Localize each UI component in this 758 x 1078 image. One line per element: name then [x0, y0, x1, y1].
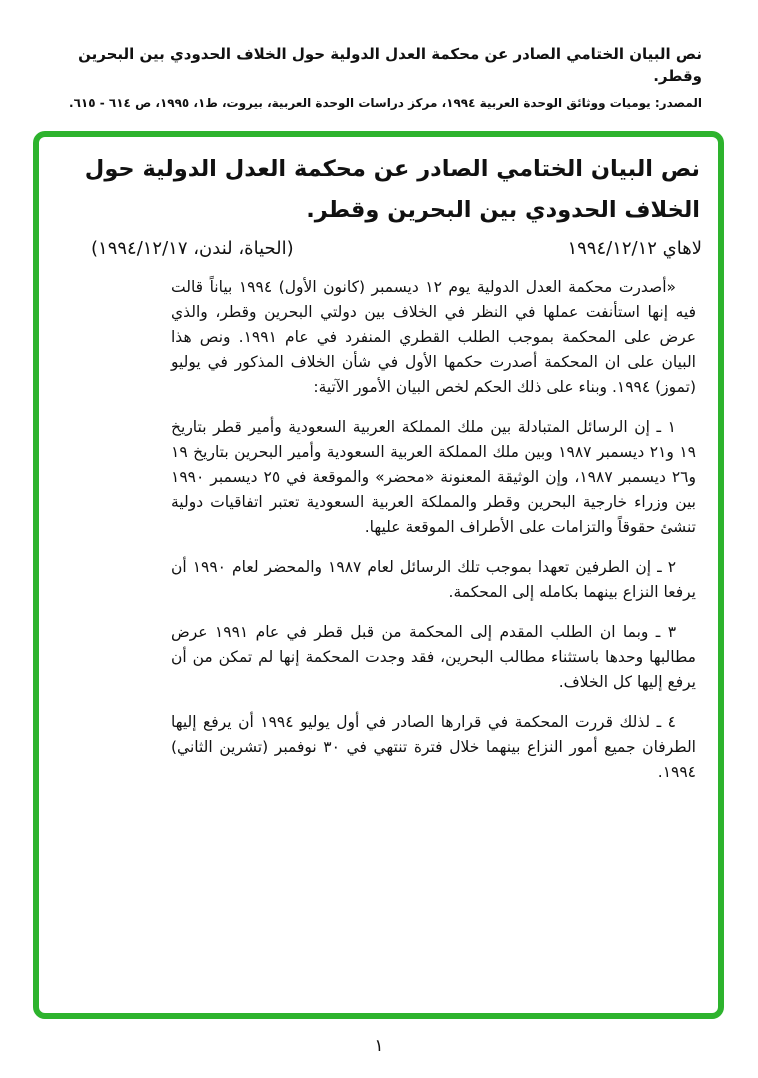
paragraph-item-4: ٤ ـ لذلك قررت المحكمة في قرارها الصادر في أول يوليو ١٩٩٤ أن يرفع إليها الطرفان جميع أمور النزاع بينهما خلال فترة تنتهي في ٣٠ نوفمبر (تشرين الثاني) ١٩٩٤.: [171, 713, 696, 782]
document-title: نص البيان الختامي الصادر عن محكمة العدل الدولية حول الخلاف الحدودي بين البحرين وقطر.: [84, 156, 700, 223]
paragraph-item-2: ٢ ـ إن الطرفين تعهدا بموجب تلك الرسائل لعام ١٩٨٧ والمحضر لعام ١٩٩٠ أن يرفعا النزاع بينهما بكامله إلى المحكمة.: [171, 558, 696, 602]
dateline-place-date: لاهاي ١٩٩٤/١٢/١٢: [567, 238, 702, 260]
page-header: [0, 0, 758, 111]
paragraph-item-3: ٣ ـ وبما ان الطلب المقدم إلى المحكمة من قبل قطر في عام ١٩٩١ عرض مطالبها وحدها باستثناء مطالب البحرين، فقد وجدت المحكمة إنها لم تمكن من أن يرفع إليها كل الخلاف.: [171, 623, 696, 692]
source-citation: المصدر: يوميات ووثائق الوحدة العربية ١٩٩٤، مركز دراسات الوحدة العربية، بيروت، ط١، ١٩٩٥، ص ٦١٤ - ٦١٥.: [69, 95, 702, 110]
document-body: [171, 275, 696, 785]
dateline: [55, 238, 702, 259]
page-number: ١: [374, 1036, 384, 1056]
page-title: نص البيان الختامي الصادر عن محكمة العدل الدولية حول الخلاف الحدودي بين البحرين وقطر.: [78, 45, 702, 85]
document-box: [33, 131, 724, 1019]
paragraph-intro: «أصدرت محكمة العدل الدولية يوم ١٢ ديسمبر (كانون الأول) ١٩٩٤ بياناً قالت فيه إنها استأنفت عملها في النظر في الخلاف بين دولتي البحرين وقطر، والذي عرض على المحكمة بموجب الطلب القطري المنفرد في عام ١٩٩١. ونص هذا البيان على ان المحكمة أصدرت حكمها الأول في شأن الخلاف المذكور في يوليو (تموز) ١٩٩٤. وبناء على ذلك الحكم لخص البيان الأمور الآتية:: [171, 278, 696, 397]
paragraph-item-1: ١ ـ إن الرسائل المتبادلة بين ملك المملكة العربية السعودية وأمير قطر بتاريخ ١٩ و٢١ ديسمبر ١٩٨٧ وبين ملك المملكة العربية السعودية وأمير البحرين بتاريخ ١٩ و٢٦ ديسمبر ١٩٨٧، وإن الوثيقة المعنونة «محضر» والموقعة في ٢٥ ديسمبر ١٩٩٠ بين وزراء خارجية البحرين وقطر والمملكة العربية السعودية تعتبر اتفاقيات دولية تنشئ حقوقاً والتزامات على الأطراف الموقعة عليها.: [171, 418, 697, 537]
dateline-publication: (الحياة، لندن، ١٩٩٤/١٢/١٧): [91, 238, 294, 260]
